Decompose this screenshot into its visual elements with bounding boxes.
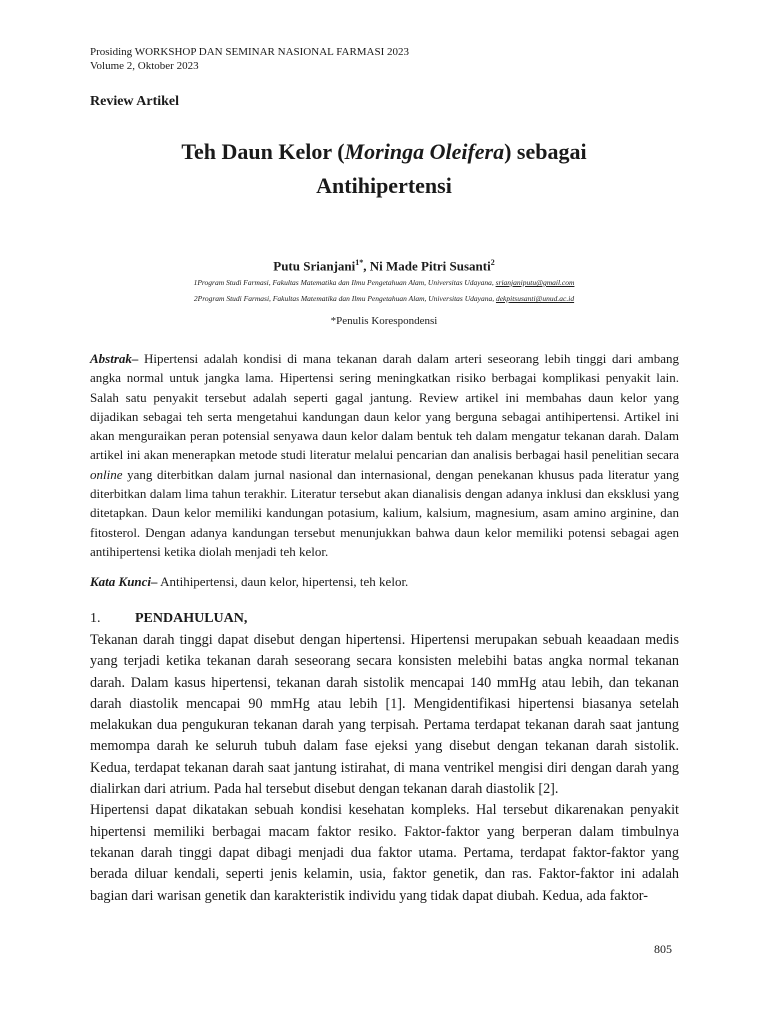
header-proceedings-line: Prosiding WORKSHOP DAN SEMINAR NASIONAL FARMASI 2023 xyxy=(90,46,410,58)
affiliation-1: 1Program Studi Farmasi, Fakultas Matematika dan Ilmu Pengetahuan Alam, Universitas Udayana, srianjaniputu@gmail.com xyxy=(193,278,575,287)
corresponding-author-note: *Penulis Korespondensi xyxy=(330,315,438,327)
abstract-italic-term: online xyxy=(90,466,123,482)
title-line-2: Antihipertensi xyxy=(316,173,452,198)
paper-title xyxy=(0,135,768,203)
section-heading xyxy=(90,611,247,627)
header-volume-line: Volume 2, Oktober 2023 xyxy=(90,60,199,72)
affiliation-2-email-link[interactable]: dekpitsusanti@unud.ac.id xyxy=(495,294,575,303)
keywords-text: Antihipertensi, daun kelor, hipertensi, teh kelor. xyxy=(157,574,409,589)
author-2-affil-mark: 2 xyxy=(490,258,495,267)
author-2: Ni Made Pitri Susanti xyxy=(369,258,491,274)
author-list: Putu Srianjani$^{1*}$, Ni Made Pitri Susanti$^2$ xyxy=(273,258,495,274)
article-type-label: Review Artikel xyxy=(90,94,180,109)
body-paragraph-1: Tekanan darah tinggi dapat disebut dengan hipertensi. Hipertensi merupakan sebuah keaadaan medis yang terjadi ketika tekanan darah seseorang secara konsisten melebihi batas angka normal tekanan darah. Dalam kasus hipertensi, tekanan darah sistolik mencapai 140 mmHg atau lebih, dan tekanan darah diastolik mencapai 90 mmHg atau lebih [1]. Mengidentifikasi hipertensi biasanya setelah melakukan dua pengukuran tekanan darah yang terpisah. Pertama terdapat tekanan darah saat jantung memompa darah ke seluruh tubuh dalam fase ejeksi yang disebut dengan tekanan darah sistolik. Kedua, terdapat tekanan darah saat jantung istirahat, di mana ventrikel mengisi diri dengan darah yang dialirkan dari atrium. Pada hal tersebut disebut dengan tekanan darah diastolik [2]. xyxy=(90,632,679,798)
section-title: PENDAHULUAN, xyxy=(135,611,248,626)
title-line-1: Teh Daun Kelor (Moringa Oleifera) sebagai xyxy=(181,139,587,164)
title-scientific-name: Moringa Oleifera xyxy=(344,139,505,164)
keywords-label: Kata Kunci– xyxy=(90,574,158,589)
abstract-label: Abstrak– xyxy=(90,351,139,366)
author-1-affil-mark: 1* xyxy=(355,258,364,267)
abstract-paragraph: Abstrak– Hipertensi adalah kondisi di mana tekanan darah dalam arteri seseorang lebih tinggi dari ambang angka normal untuk jangka lama. Hipertensi sering meningkatkan risiko berbagai komplikasi penyakit lain. Salah satu penyakit tersebut adalah seperti gagal jantung. Review artikel ini membahas daun kelor yang dijadikan sebagai teh serta mengetahui kandungan daun kelor yang berguna sebagai antihipertensi. Artikel ini akan menguraikan peran potensial senyawa daun kelor dalam bentuk teh dalam mengatur tekanan darah. Dalam artikel ini akan menerapkan metode studi literatur melalui pencarian dan analisis berbagai hasil penelitian secara online yang diterbitkan dalam jurnal nasional dan internasional, dengan penekanan khusus pada literatur yang diterbitkan dalam lima tahun terakhir. Literatur tersebut akan dianalisis dengan adanya inklusi dan eksklusi yang ditetapkan. Daun kelor memiliki kandungan potasium, kalium, kalsium, magnesium, asam amino arginine, dan fitosterol. Dengan adanya kandungan tersebut menunjukkan bahwa daun kelor memiliki potensi sebagai agen antihipertensi ketika diolah menjadi teh kelor. xyxy=(90,351,679,559)
body-paragraph-2: Hipertensi dapat dikatakan sebuah kondisi kesehatan kompleks. Hal tersebut dikarenakan penyakit hipertensi memiliki berbagai macam faktor resiko. Faktor-faktor yang berperan dalam timbulnya tekanan darah tinggi dapat dibagi menjadi dua faktor utama. Pertama, terdapat faktor-faktor yang berada diluar kendali, seperti jenis kelamin, usia, faktor genetik, dan ras. Faktor-faktor ini adalah bagian dari warisan genetik dan karakteristik individu yang tidak dapat diubah. Kedua, ada faktor- xyxy=(90,802,679,904)
keywords-line xyxy=(90,574,679,590)
page-number: 805 xyxy=(654,942,672,956)
affiliation-1-email-link[interactable]: srianjaniputu@gmail.com xyxy=(495,278,575,287)
author-1: Putu Srianjani xyxy=(273,258,356,274)
affiliation-2: 2Program Studi Farmasi, Fakultas Matematika dan Ilmu Pengetahuan Alam, Universitas Udayana, dekpitsusanti@unud.ac.id xyxy=(193,294,575,303)
section-number: 1. xyxy=(90,611,101,626)
section-body xyxy=(90,630,679,907)
running-header xyxy=(90,45,409,73)
